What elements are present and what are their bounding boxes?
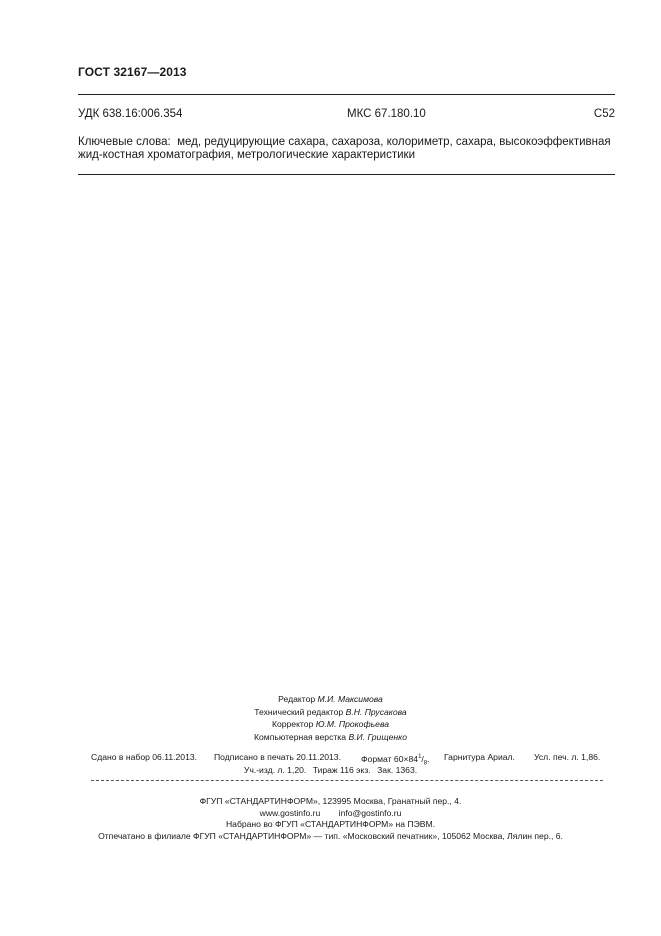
paper-format: Формат $60\times 84^1/_8$. (361, 753, 430, 767)
credit-name: В.Н. Прусакова (345, 706, 407, 717)
top-rule (78, 94, 615, 95)
publisher-block (0, 796, 661, 842)
print-sheets: Усл. печ. л. 1,86. (534, 752, 601, 762)
pub-sheets: Уч.-изд. л. 1,20. (243, 765, 307, 775)
credit-editor (0, 693, 661, 706)
format-label: Формат 60×84 (361, 753, 419, 764)
publisher-address: ФГУП «СТАНДАРТИНФОРМ», 123995 Москва, Гранатный пер., 4. (199, 796, 462, 806)
order-number: Зак. 1363. (377, 765, 418, 775)
printed-note: Отпечатано в филиале ФГУП «СТАНДАРТИНФОРМ» — тип. «Московский печатник», 105062 Москва, Лялин пер., 6. (98, 830, 563, 841)
publisher-website: www.gostinfo.ru (259, 807, 321, 818)
standard-code: ГОСТ 32167—2013 (78, 65, 187, 79)
credit-role: Корректор (271, 719, 314, 730)
credit-name: В.И. Грищенко (348, 731, 407, 742)
signed-date: Подписано в печать 20.11.2013. (214, 752, 341, 762)
credit-tech-editor (0, 706, 661, 719)
credit-role: Технический редактор (254, 706, 344, 717)
format-denominator: 8 (423, 760, 428, 767)
publication-details-row-2 (0, 764, 661, 776)
typeface: Гарнитура Ариал. (444, 752, 515, 762)
credits-block (0, 693, 661, 743)
publisher-contacts (0, 808, 661, 820)
credit-role: Редактор (278, 694, 316, 704)
submitted-date: Сдано в набор 06.11.2013. (91, 752, 198, 762)
print-run: Тираж 116 экз. (312, 765, 371, 775)
typeset-note: Набрано во ФГУП «СТАНДАРТИНФОРМ» на ПЭВМ. (225, 819, 436, 830)
credit-name: Ю.М. Прокофьева (315, 719, 390, 730)
classification-row (78, 108, 615, 124)
format-numerator: 1 (418, 754, 422, 760)
credit-layout (0, 731, 661, 744)
credit-role: Компьютерная верстка (254, 731, 347, 742)
keywords-label: Ключевые слова: (78, 136, 171, 148)
category-code: С52 (593, 108, 615, 120)
udk-code: УДК 638.16:006.354 (78, 108, 183, 120)
keywords-paragraph (78, 136, 615, 162)
bottom-rule (78, 174, 615, 175)
keywords-text: мед, редуцирующие сахара, сахароза, колориметр, сахара, высокоэффективная жид-костная хроматография, метрологические характеристики (78, 136, 611, 161)
dashed-divider (91, 780, 603, 781)
publisher-email: info@gostinfo.ru (338, 807, 402, 818)
mks-code: МКС 67.180.10 (347, 108, 426, 120)
credit-name: М.И. Максимова (317, 694, 383, 704)
credit-proofreader (0, 718, 661, 731)
